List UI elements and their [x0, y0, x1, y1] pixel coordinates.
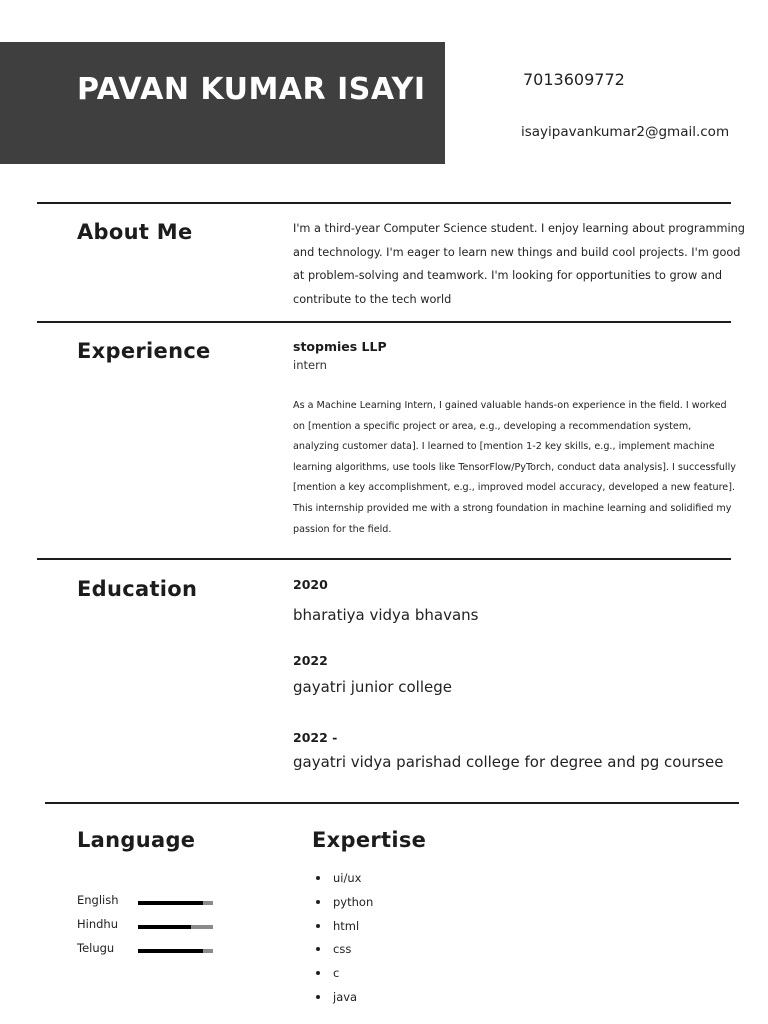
expertise-heading: Expertise: [312, 828, 427, 852]
expertise-item: ui/ux: [316, 868, 373, 892]
education-school: gayatri vidya parishad college for degree and pg coursee: [293, 753, 724, 771]
bullet-icon: [316, 900, 320, 904]
language-item: [77, 893, 227, 909]
education-year: 2022 -: [293, 730, 338, 745]
expertise-list: [316, 868, 373, 1011]
language-item: [77, 917, 227, 933]
divider: [37, 558, 731, 560]
language-level-fill: [138, 901, 203, 905]
expertise-item: c: [316, 963, 373, 987]
divider: [45, 802, 739, 804]
divider: [37, 321, 731, 323]
bullet-icon: [316, 947, 320, 951]
expertise-item: python: [316, 892, 373, 916]
language-name: English: [77, 893, 119, 907]
language-level-fill: [138, 925, 191, 929]
language-level-bar: [138, 949, 213, 953]
experience-heading: Experience: [77, 339, 211, 363]
phone-number: 7013609772: [523, 70, 625, 89]
language-level-bar: [138, 901, 213, 905]
education-year: 2022: [293, 653, 328, 668]
job-role: intern: [293, 358, 327, 372]
language-level-bar: [138, 925, 213, 929]
expertise-item: java: [316, 987, 373, 1011]
language-level-fill: [138, 949, 203, 953]
education-school: gayatri junior college: [293, 678, 452, 696]
email-address: isayipavankumar2@gmail.com: [521, 124, 730, 140]
education-school: bharatiya vidya bhavans: [293, 606, 479, 624]
divider: [37, 202, 731, 204]
education-year: 2020: [293, 577, 328, 592]
bullet-icon: [316, 924, 320, 928]
company-name: stopmies LLP: [293, 339, 387, 354]
candidate-name: PAVAN KUMAR ISAYI: [77, 72, 426, 107]
language-item: [77, 941, 227, 957]
bullet-icon: [316, 971, 320, 975]
about-text: I'm a third-year Computer Science student. I enjoy learning about programming and technology. I'm eager to learn new things and build cool projects. I'm good at problem-solving and teamwork. I'm looking for opportunities to grow and contribute to the tech world: [293, 222, 745, 307]
expertise-item: html: [316, 916, 373, 940]
bullet-icon: [316, 876, 320, 880]
expertise-item: css: [316, 939, 373, 963]
experience-description: As a Machine Learning Intern, I gained valuable hands-on experience in the field. I worked on [mention a specific project or area, e.g., developing a recommendation system, analyzing customer data]. I learned to [mention 1-2 key skills, e.g., implement machine learning algorithms, use tools like TensorFlow/PyTorch, conduct data analysis]. I successfully [mention a key accomplishment, e.g., improved model accuracy, developed a new feature]. This internship provided me with a strong foundation in machine learning and solidified my passion for the field.: [293, 400, 736, 535]
language-name: Telugu: [77, 941, 115, 955]
language-heading: Language: [77, 828, 196, 852]
bullet-icon: [316, 995, 320, 999]
language-name: Hindhu: [77, 917, 119, 931]
about-heading: About Me: [77, 220, 193, 244]
education-heading: Education: [77, 577, 198, 601]
